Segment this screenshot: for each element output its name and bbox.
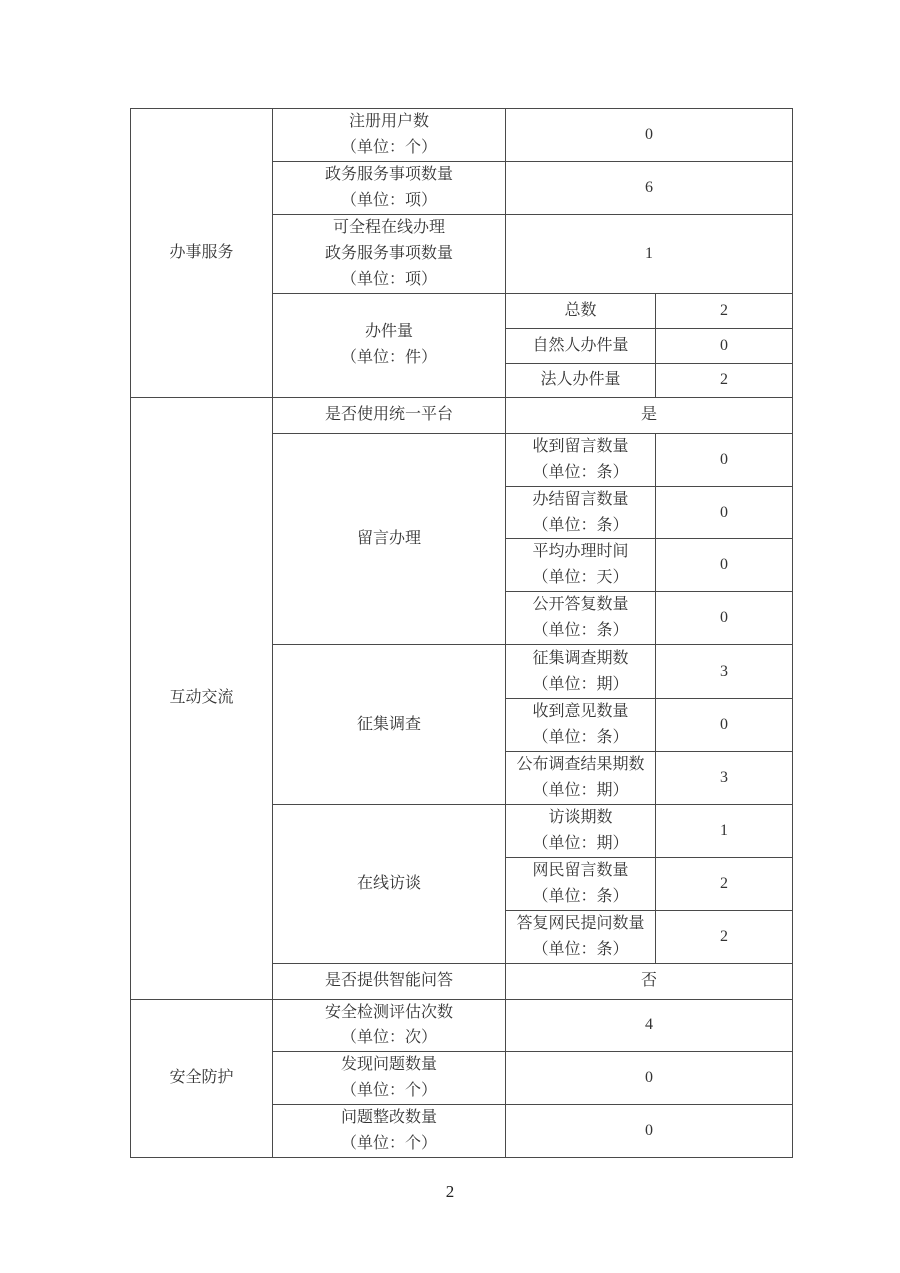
submetric-value-cell: 3 [656, 752, 793, 805]
submetric-label-cell: 访谈期数 （单位：期） [506, 805, 656, 858]
metric-label-cell: 政务服务事项数量 （单位：项） [273, 162, 506, 215]
submetric-label-cell: 法人办件量 [506, 363, 656, 397]
metric-value-cell: 0 [506, 109, 793, 162]
metric-value-cell: 0 [506, 1105, 793, 1158]
metric-label-cell: 留言办理 [273, 433, 506, 644]
submetric-value-cell: 3 [656, 645, 793, 699]
submetric-value-cell: 0 [656, 486, 793, 539]
submetric-label-cell: 办结留言数量 （单位：条） [506, 486, 656, 539]
submetric-value-cell: 0 [656, 539, 793, 592]
submetric-value-cell: 2 [656, 857, 793, 910]
metric-value-cell: 1 [506, 214, 793, 293]
submetric-value-cell: 2 [656, 363, 793, 397]
submetric-value-cell: 0 [656, 699, 793, 752]
metric-value-cell: 是 [506, 397, 793, 433]
metric-label-cell: 发现问题数量 （单位：个） [273, 1052, 506, 1105]
metric-label-cell: 问题整改数量 （单位：个） [273, 1105, 506, 1158]
submetric-value-cell: 2 [656, 293, 793, 328]
submetric-value-cell: 0 [656, 328, 793, 363]
group-label-interaction: 互动交流 [131, 397, 273, 999]
metric-label-cell: 注册用户数 （单位：个） [273, 109, 506, 162]
metric-label-cell: 是否使用统一平台 [273, 397, 506, 433]
metric-value-cell: 0 [506, 1052, 793, 1105]
submetric-label-cell: 总数 [506, 293, 656, 328]
metric-label-cell: 在线访谈 [273, 805, 506, 963]
submetric-label-cell: 答复网民提问数量 （单位：条） [506, 910, 656, 963]
submetric-value-cell: 2 [656, 910, 793, 963]
submetric-value-cell: 0 [656, 433, 793, 486]
submetric-label-cell: 公布调查结果期数 （单位：期） [506, 752, 656, 805]
submetric-label-cell: 征集调查期数 （单位：期） [506, 645, 656, 699]
metric-label-cell: 是否提供智能问答 [273, 963, 506, 999]
submetric-label-cell: 自然人办件量 [506, 328, 656, 363]
submetric-label-cell: 公开答复数量 （单位：条） [506, 592, 656, 645]
submetric-label-cell: 收到意见数量 （单位：条） [506, 699, 656, 752]
group-label-service: 办事服务 [131, 109, 273, 398]
metric-label-cell: 办件量 （单位：件） [273, 293, 506, 397]
metric-label-cell: 可全程在线办理 政务服务事项数量 （单位：项） [273, 214, 506, 293]
submetric-label-cell: 收到留言数量 （单位：条） [506, 433, 656, 486]
report-table [130, 108, 793, 1158]
submetric-label-cell: 平均办理时间 （单位：天） [506, 539, 656, 592]
metric-value-cell: 否 [506, 963, 793, 999]
group-label-security: 安全防护 [131, 999, 273, 1158]
metric-value-cell: 4 [506, 999, 793, 1052]
metric-label-cell: 安全检测评估次数 （单位：次） [273, 999, 506, 1052]
metric-label-cell: 征集调查 [273, 645, 506, 805]
submetric-value-cell: 0 [656, 592, 793, 645]
page-number: 2 [445, 1182, 455, 1201]
submetric-label-cell: 网民留言数量 （单位：条） [506, 857, 656, 910]
metric-value-cell: 6 [506, 162, 793, 215]
submetric-value-cell: 1 [656, 805, 793, 858]
